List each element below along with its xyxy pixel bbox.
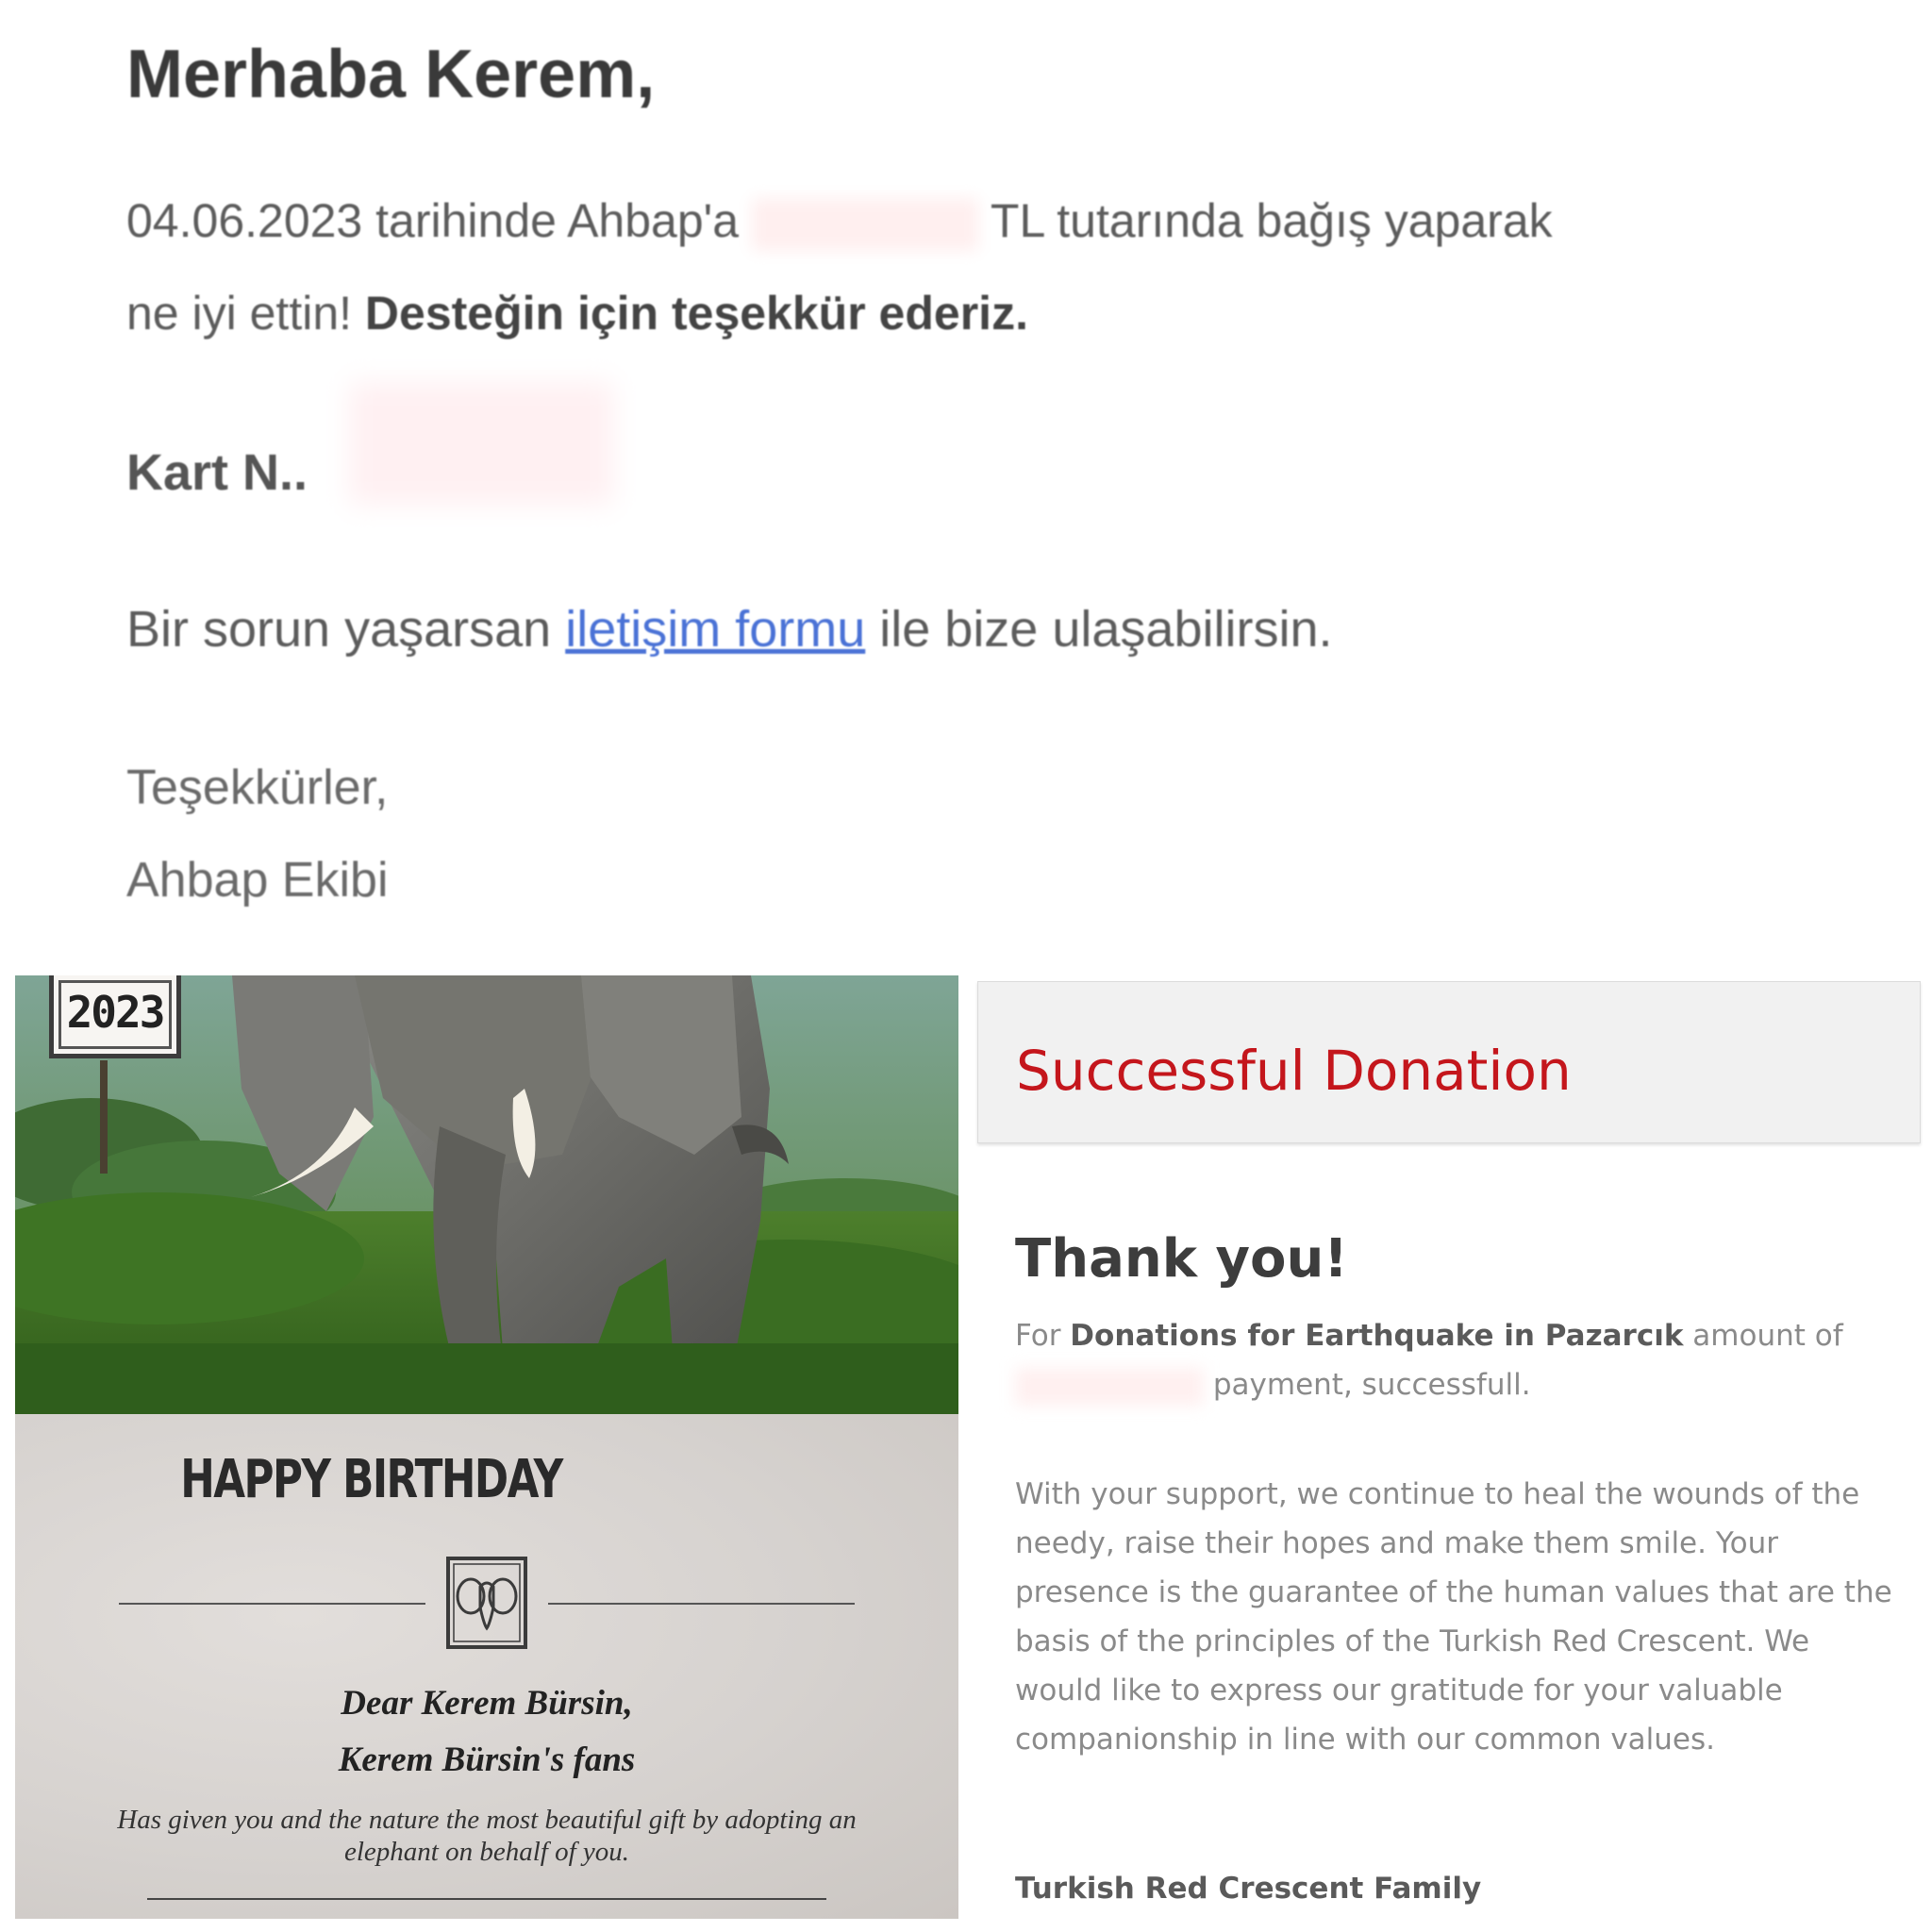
red-crescent-receipt bbox=[977, 981, 1921, 1924]
payment-status: payment, successfull. bbox=[1212, 1368, 1531, 1402]
email-greeting: Merhaba Kerem, bbox=[126, 37, 656, 112]
divider-left bbox=[119, 1603, 425, 1605]
receipt-header bbox=[977, 981, 1921, 1143]
thanks-bold-text: Desteğin için teşekkür ederiz. bbox=[364, 287, 1028, 340]
redacted-card-number bbox=[349, 382, 613, 505]
donation-summary bbox=[1015, 1311, 1911, 1409]
receipt-signature: Turkish Red Crescent Family bbox=[1015, 1872, 1482, 1906]
email-contact-line bbox=[126, 600, 1332, 658]
contact-suffix: ile bize ulaşabilirsin. bbox=[865, 601, 1333, 658]
contact-form-link[interactable]: iletişim formu bbox=[565, 601, 866, 658]
redacted-amount bbox=[752, 198, 978, 251]
ahbap-email bbox=[0, 0, 1932, 962]
divider-bottom bbox=[147, 1898, 826, 1900]
gift-message: Has given you and the nature the most beautiful gift by adopting an elephant on behalf of you. bbox=[117, 1805, 857, 1867]
summary-prefix: For bbox=[1015, 1319, 1071, 1353]
email-closing: Teşekkürler, bbox=[126, 760, 389, 815]
support-message: With your support, we continue to heal the wounds of the needy, raise their hopes and make them smile. Your presence is the guarantee of the human values that are the basis of the principles of the Turkish Red Crescent. We would like to express our gratitude for your valuable companionship in line with our common values. bbox=[1015, 1477, 1892, 1757]
email-signature: Ahbap Ekibi bbox=[126, 853, 389, 908]
email-thanks-line bbox=[126, 286, 1028, 341]
elephant-emblem-icon bbox=[444, 1551, 529, 1655]
year-text: 2023 bbox=[66, 987, 164, 1038]
email-donation-line bbox=[126, 193, 1553, 251]
card-number-label: Kart N.. bbox=[126, 444, 308, 501]
summary-suffix: amount of bbox=[1683, 1319, 1843, 1353]
birthday-heading: HAPPY BIRTHDAY bbox=[180, 1449, 562, 1510]
donation-amount-suffix: TL tutarında bağış yaparak bbox=[990, 194, 1553, 247]
campaign-name: Donations for Earthquake in Pazarcık bbox=[1070, 1319, 1684, 1353]
contact-prefix: Bir sorun yaşarsan bbox=[126, 601, 566, 658]
divider-right bbox=[548, 1603, 855, 1605]
year-badge bbox=[49, 975, 181, 1058]
birthday-certificate bbox=[15, 975, 958, 1919]
thank-you-heading: Thank you! bbox=[1015, 1228, 1348, 1290]
donation-date-text: 04.06.2023 tarihinde Ahbap'a bbox=[126, 194, 739, 247]
gift-from: Kerem Bürsin's fans bbox=[338, 1740, 636, 1779]
dear-recipient: Dear Kerem Bürsin, bbox=[341, 1684, 633, 1723]
redacted-amount bbox=[1015, 1368, 1204, 1406]
successful-donation-title: Successful Donation bbox=[1016, 1039, 1572, 1103]
thanks-plain-text: ne iyi ettin! bbox=[126, 287, 365, 340]
